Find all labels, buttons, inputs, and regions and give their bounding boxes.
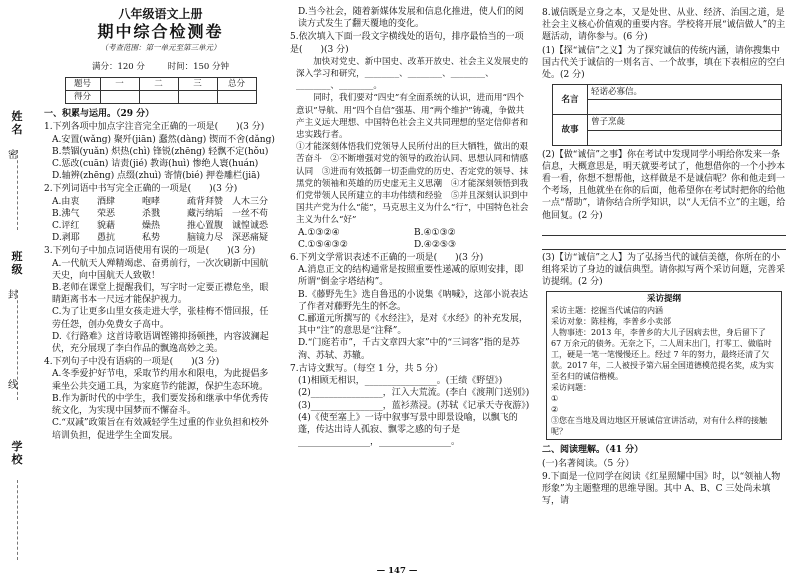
name-line [17, 150, 18, 230]
q8-part-1: (1)【探“诚信”之义】为了探究诚信的传统内涵，请你搜集中国古代关于诚信的一则名言、一个故事，填在下表相应的空白处。(2 分) [542, 45, 786, 81]
exam-scope: （考查范围：第一单元至第三单元） [100, 43, 221, 53]
score-header: 二 [139, 77, 178, 90]
question-1: 1.下列各项中加点字注音完全正确的一项是( )(3 分) [44, 122, 265, 133]
question-4: 4.下列句子中没有语病的一项是( )(3 分) [44, 357, 220, 368]
q3-option-a: A.一代航天人殚精竭虑、奋勇前行，一次次刷新中国航天史，向中国航天人致敬！ [52, 258, 269, 281]
score-table [65, 77, 257, 104]
score-cell[interactable] [100, 91, 139, 104]
table-label-quote: 名言 [553, 85, 588, 115]
q6-option-d: D.“门庭若市”，千古文章四大家”中的“三词客”指的是苏洵、苏轼、苏辙。 [298, 338, 520, 361]
interview-question-2[interactable]: ② [551, 405, 559, 415]
q1-option-a: A.安置(wǎng) 聚歼(jiān) 蠢然(dàng) 锲而不舍(dǎng) [52, 134, 275, 145]
interview-outline [546, 291, 782, 440]
name-label: 姓名 [11, 110, 23, 136]
q2-row-d: D.剥耶 愚抗 私势 脑镜力尽 深恶痛疑 [52, 233, 269, 244]
school-label: 学校 [11, 440, 23, 466]
full-score: 满分：120 分 [91, 61, 145, 72]
binding-strip [0, 0, 34, 580]
q4-option-c: C.“双减”政策旨在有效减轻学生过重的作业负担和校外培训负担，促进学生全面发展。 [52, 418, 269, 441]
honesty-table [552, 84, 782, 145]
q7-item-2[interactable]: (2)________________，江入大荒流。(李白《渡荆门送别》) [298, 388, 530, 399]
q4-option-d: D.当今社会，随着新媒体发展和信息化推进，使人们的阅读方式发生了翻天覆地的变化。 [298, 7, 524, 30]
q1-option-c: C.惩改(cuān) 诘责(jié) 教诲(huì) 惨绝人寰(huán) [52, 159, 259, 170]
q3-option-c: C.为了让更多山里女孩走进大学，张桂梅不惜回报，任劳任怨，创办免费女子高中。 [52, 307, 269, 330]
column-3 [542, 6, 786, 507]
score-header: 总分 [217, 77, 256, 90]
q6-option-a: A.消息正文的结构通常是按照重要性递减的原则安排，即所谓“倒金字塔结构”。 [298, 265, 524, 288]
q6-option-c: C.郦道元所撰写的《水经注》，是对《水经》的补充发展，其中“注”的意思是“注释”。 [298, 314, 528, 337]
score-header: 一 [100, 77, 139, 90]
grade-title: 八年级语文上册 [118, 7, 203, 21]
table-cell: 曾子烹彘 [588, 115, 782, 130]
exam-meta [44, 61, 277, 73]
section-2-title: 二、阅读理解。（41 分） [542, 445, 644, 456]
column-1 [44, 6, 277, 442]
q4-option-a: A.冬季爱护好节电，采取节约用水和限电，为此提倡多乘坐公共交通工具，为家庭节约能源，保护生态环境。 [52, 369, 269, 392]
interview-title: 采访提纲 [646, 294, 681, 305]
score-cell[interactable] [139, 91, 178, 104]
q8-part-2: (2)【做“诚信”之事】你在考试中发现同学小明给你发来一条信息，大概意思是，明天就要考试了，他想借你的一个小抄本看一看，你想不想帮他，这样做是不是诚信呢？你和他走到一个考场，且他就坐在你的后面，他希望你在考试时把你的给他一点“帮助”，请你结合所学知识，以“人无信不立”的主题，给他回复。(2 分) [542, 149, 786, 221]
section-1-title: 一、积累与运用。（29 分） [44, 109, 155, 120]
answer-line[interactable] [542, 238, 786, 250]
answer-line[interactable] [542, 224, 786, 236]
q6-option-b: B.《藤野先生》选自鲁迅的小说集《呐喊》，这部小说表达了作者对藤野先生的怀念。 [298, 289, 528, 312]
question-3: 3.下列句子中加点词语使用有误的一项是( )(3 分) [44, 246, 256, 257]
q7-item-4[interactable]: (4)《使至塞上》一诗中叙事写景中即景设喻，以飘飞的蓬，传达出诗人孤寂、飘零之感的句子是________________，________________。 [298, 412, 518, 448]
seal-mark-2: 封 [8, 290, 18, 301]
q3-option-d: D.《行路难》这首诗歌语调铿锵抑扬顿挫，内容波澜起伏，充分展现了李白作品的飘逸高妙之美。 [52, 331, 269, 355]
question-7: 7.古诗文默写。（每空 1 分，共 5 分） [290, 363, 443, 374]
score-header: 题号 [65, 77, 100, 90]
q1-option-b: B.禁锢(yuǎn) 炽热(chì) 锋锐(zhēng) 轻飘不定(hǒu) [52, 146, 269, 157]
page-number: — 147 — [376, 566, 418, 576]
question-5: 5.依次填入下面一段文字横线处的语句，排序最恰当的一项是( )(3 分) [290, 32, 524, 55]
interview-story: 人物事迹：2013 年，李普乡的大儿子因病去世，身后留下了 67 万余元的债务。无奈之下，二人周末出门，打零工、做临时工，硬是一笔一笔慢慢还上。经过 7 年的努力，最终还清了欠款。2017 年，二人被授予第六届全国道德模范提名奖，成为实至名归的诚信楷模。 [551, 328, 774, 382]
exam-title: 期中综合检测卷 [97, 22, 224, 42]
question-8: 8.诚信既是立身之本，又是处世、从业、经济、治国之道，是社会主义核心价值观的重要内容。学校将开展“诚信做人”的主题活动，请你参与。(6 分) [542, 8, 786, 43]
table-cell-blank[interactable] [588, 100, 782, 115]
class-label: 班级 [11, 250, 23, 276]
table-cell: 轻诺必寡信。 [588, 85, 782, 100]
interview-questions-label: 采访问题： [551, 383, 591, 393]
seal-mark-3: 线 [8, 380, 18, 391]
question-6: 6.下列文学常识表述不正确的一项是( )(3 分) [290, 253, 484, 264]
q5-passage-2: 同时，我们要对“四史”有全面系统的认识，进而用“四个意识”导航、用“四个自信”强基、用“两个维护”铸魂，争做共产主义远大理想、中国特色社会主义共同理想的坚定信仰者和忠实践行者。 [296, 93, 529, 141]
interview-target: 采访对象：陈桂梅，李普乡小卖部 [551, 317, 671, 327]
score-row-label: 得分 [65, 91, 100, 104]
interview-question-1[interactable]: ① [551, 394, 559, 404]
table-label-story: 故事 [553, 115, 588, 145]
q5-passage-1: 加快对党史、新中国史、改革开放史、社会主义发展史的深入学习和研究，________、________、________、________、________。 [296, 56, 529, 92]
school-line [17, 480, 18, 560]
interview-question-3: ③您在当地及周边地区开展诚信宣讲活动，对有什么样的接触呢？ [551, 416, 767, 437]
q2-row-b: B.沸气 荣恶 杀戮 藏污纳垢 一丝不苟 [52, 208, 269, 219]
q8-part-3: (3)【访“诚信”之人】为了弘扬当代的诚信美德，你所在的小组将采访了身边的诚信典型。请你拟写两个采访问题，完善采访提纲。(2 分) [542, 252, 786, 288]
question-9: 9.下面是一位同学在阅读《红星照耀中国》时，以“领袖人物形象”为主题整理的思维导图。其中 A、B、C 三处尚未填写，请 [542, 471, 781, 507]
score-cell[interactable] [217, 91, 256, 104]
q1-option-d: D.轴辨(zhēng) 点缀(zhuì) 寄情(bié) 押卷雕栏(jiā) [52, 171, 261, 182]
seal-mark-1: 密 [8, 150, 18, 161]
q5-options: A.①③②④ B.④①③② [298, 227, 456, 238]
column-2 [290, 6, 530, 448]
subsection-1-title: (一)名著阅读。（5 分） [542, 458, 635, 469]
q7-item-3[interactable]: (3)________________，蓝衫蒸浸。(苏轼《记承天寺夜游》) [298, 400, 530, 411]
q2-row-a: A.由衷 酒肆 咆哮 疏背拜赞 人木三分 [52, 196, 269, 207]
table-cell-blank[interactable] [588, 130, 782, 145]
score-cell[interactable] [178, 91, 217, 104]
q7-item-1[interactable]: (1)相顾无相识，________________。(王绩《野望》) [298, 376, 503, 387]
q5-options-2: C.①⑤④③② D.④②⑤③ [298, 239, 457, 250]
question-2: 2.下列词语中书写完全正确的一项是( )(3 分) [44, 184, 238, 195]
interview-topic: 采访主题：挖掘当代诚信的内涵 [551, 306, 663, 316]
score-header: 三 [178, 77, 217, 90]
q4-option-b: B.作为新时代的中学生，我们要发扬和继承中华优秀传统文化，为实现中国梦而不懈奋斗。 [52, 393, 269, 417]
q2-row-c: C.评红 貌藉 燥热 推心置腹 诚惶诚恐 [52, 221, 269, 232]
exam-time: 时间：150 分钟 [167, 61, 230, 72]
q5-items: ①才能深刻体悟我们党领导人民所付出的巨大牺牲，做出的艰苦奋斗 ②不断增强对党的领导的政治认同、思想认同和情感认同 ③进而有效抵御一切歪曲党的历史、否定党的领导、抹黑党的领袖和英雄的历史虚无主义思潮 ④才能深刻领悟到我们党带领人民所建立的丰功伟绩和经验 ⑤并且深刻认识到中国共产党为什么“能”，马克思主义为什么“行”，中国特色社会主义为什么“好” [296, 142, 529, 226]
q3-option-b: B.老师在课堂上提醒我们，写字时一定要正襟危坐，眼睛距离书本一尺远才能保护视力。 [52, 283, 269, 306]
